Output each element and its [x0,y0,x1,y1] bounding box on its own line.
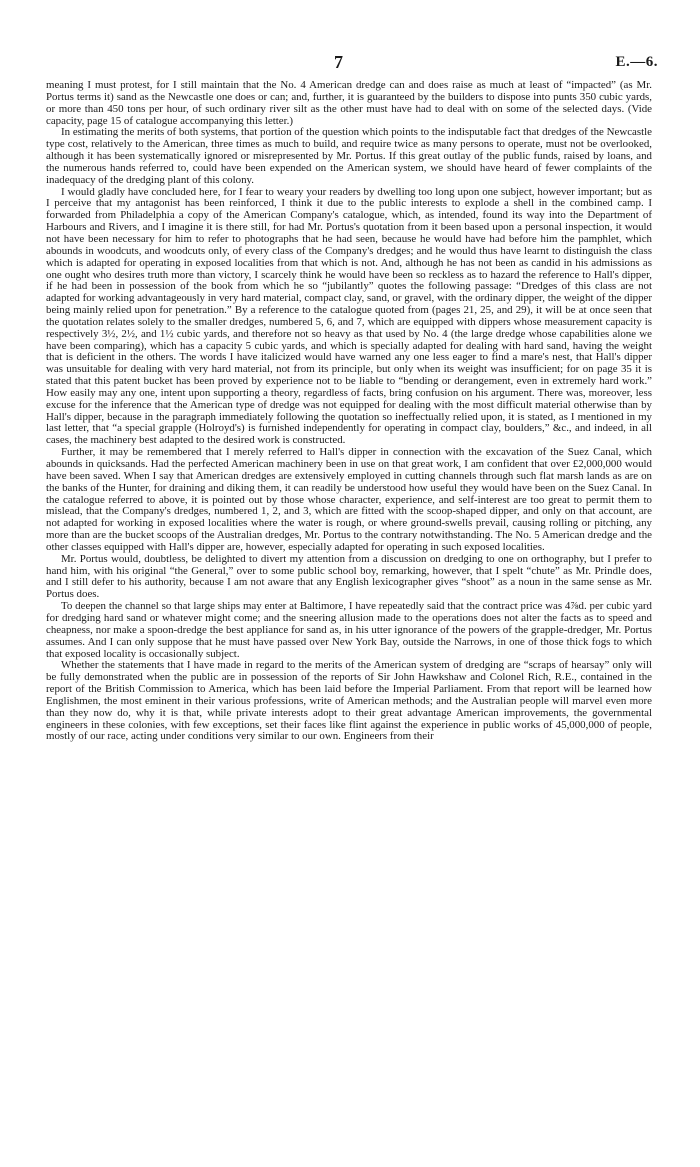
paragraph: I would gladly have concluded here, for I fear to weary your readers by dwelling too long upon one subject, however important; but as I perceive that my antagonist has been reinforced, I think it due to the public interests to explode a shell in the combined camp. I forwarded from Philadelphia a copy of the American Company's catalogue, which, as intended, found its way into the Department of Harbours and Rivers, and I imagine it is there still, for had Mr. Portus's quotation from it been based upon a personal inspection, it would not have been necessary for him to refer to photographs that he had seen, because he would have had before him the pamphlet, which abounds in woodcuts, and woodcuts only, of every class of the Company's dredges; and he would thus have learnt to distinguish the class which is adapted for operating in exposed localities from that which is not. And, although he has not been as candid in his admissions as one ought who desires truth more than victory, I scarcely think he would have been so reckless as to hazard the reference to Hall's dipper, if he had been in possession of the book from which he so “jubilantly” quotes the following passage: “Dredges of this class are not adapted for working advantageously in very hard material, compact clay, sand, or gravel, with the ordinary dipper, the weight of the dipper being mainly relied upon for penetration.” By a reference to the catalogue quoted from (pages 21, 25, and 29), it will be at once seen that the quotation relates solely to the smaller dredges, numbered 5, 6, and 7, which are equipped with dippers whose measurement capacity is respectively 3½, 2½, and 1½ cubic yards, and therefore not so heavy as that used by No. 4 (the large dredge whose capabilities alone we have been comparing), which has a capacity 5 cubic yards, and which is specially adapted for dealing with hard sand, having the weight that is deficient in the others. The words I have italicized would have warned any one less eager to find a mare's nest, that Hall's dipper was unsuitable for dealing with very hard material, not from its principle, but only when its weight was insufficient; for on page 35 it is stated that this patent bucket has been proved by experience not to be liable to “bending or derangement, even in extremely hard work.” How easily may any one, intent upon supporting a theory, regardless of facts, bring confusion on his argument. There was, moreover, less excuse for the inference that the American type of dredge was not equipped for dealing with the most difficult material otherwise than by Hall's dipper, because in the paragraph immediately following the quotation so ineffectually relied upon, it is stated, as I mentioned in my last letter, that “a special grapple (Holroyd's) is furnished independently for operating in compact clay, boulders,” &c., and indeed, in all cases, the machinery best adapted to the desired work is constructed. [46,185,652,447]
page-number: 7 [334,52,343,72]
body-text [46,80,652,1160]
paragraph: meaning I must protest, for I still maintain that the No. 4 American dredge can and does raise as much at least of “impacted” (as Mr. Portus terms it) sand as the Newcastle one does or can; and, further, it is guaranteed by the builders to dispose into punts 350 cubic yards, or more than 450 tons per hour, of such ordinary river silt as the other must have had to deal with on some of the selected days. (Vide capacity, page 15 of catalogue accompanying this letter.) [46,80,652,127]
page-header [0,52,700,72]
paragraph: Mr. Portus would, doubtless, be delighted to divert my attention from a discussion on dredging to one on orthography, but I prefer to hand him, with his original “the General,” over to some public school boy, remarking, however, that I spelt “chute” as Mr. Prindle does, and I still defer to his authority, because I am not aware that any English lexicographer gives “shoot” as a noun in the same sense as Mr. Portus does. [46,552,652,601]
paragraph: Whether the statements that I have made in regard to the merits of the American system of dredging are “scraps of hearsay” only will be fully demonstrated when the public are in possession of the reports of Sir John Hawkshaw and Colonel Rich, R.E., contained in the report of the British Commission to America, which has been laid before the Imperial Parliament. From that report will be learned how Englishmen, the most eminent in their various professions, write of American methods; and the Australian people will marvel even more than they now do, why it is that, while private interests adopt to their great advantage American improvements, the governmental engineers in these colonies, with few exceptions, set their faces like flint against the experience in public works of 45,000,000 of people, mostly of our race, acting under conditions very similar to our own. Engineers from their [46,659,652,743]
paragraph: To deepen the channel so that large ships may enter at Baltimore, I have repeatedly said that the contract price was 4⅞d. per cubic yard for dredging hard sand or whatever might come; and the sneering allusion made to the operations does not alter the facts as to speed and cheapness, nor make a spoon-dredge the best appliance for sand as, in his utter ignorance of the powers of the grapple-dredger, Mr. Portus assumes. And I can only suppose that he must have passed over New York Bay, outside the Narrows, in one of those thick fogs to which that exposed locality is occasionally subject. [46,600,652,660]
paragraph: In estimating the merits of both systems, that portion of the question which points to the indisputable fact that dredges of the Newcastle type cost, relatively to the American, three times as much to build, and require twice as many persons to operate, must not be overlooked, although it has been systematically ignored or misrepresented by Mr. Portus. If this great outlay of the public funds, raised by loans, and the numerous hands referred to, could have been expended on the American system, we should have heard of fewer complaints of the inadequacy of the dredging plant of this colony. [46,126,652,186]
paragraph: Further, it may be remembered that I merely referred to Hall's dipper in connection with the excavation of the Suez Canal, which abounds in quicksands. Had the perfected American machinery been in use on that great work, I am confident that over £2,000,000 would have been saved. When I say that American dredges are extensively employed in cutting channels through such flat marsh lands as are on the banks of the Hunter, for draining and diking them, it can readily be understood how useful they would have been on the Suez Canal. In the catalogue referred to above, it is pointed out by those whose character, experience, and self-interest are too great to permit them to mislead, that the Company's dredges, numbered 1, 2, and 3, which are fitted with the scoop-shaped dipper, and only on that account, are not adapted for working in exposed localities where the water is rough, or where ground-swells prevail, causing rolling or pitching, any more than are the bucket scoops of the Australian dredges, Mr. Portus to the contrary notwithstanding. The No. 5 American dredge and the other classes equipped with Hall's dipper are, however, especially adapted for operating in such exposed localities. [46,446,652,553]
document-reference: E.—6. [615,54,658,70]
